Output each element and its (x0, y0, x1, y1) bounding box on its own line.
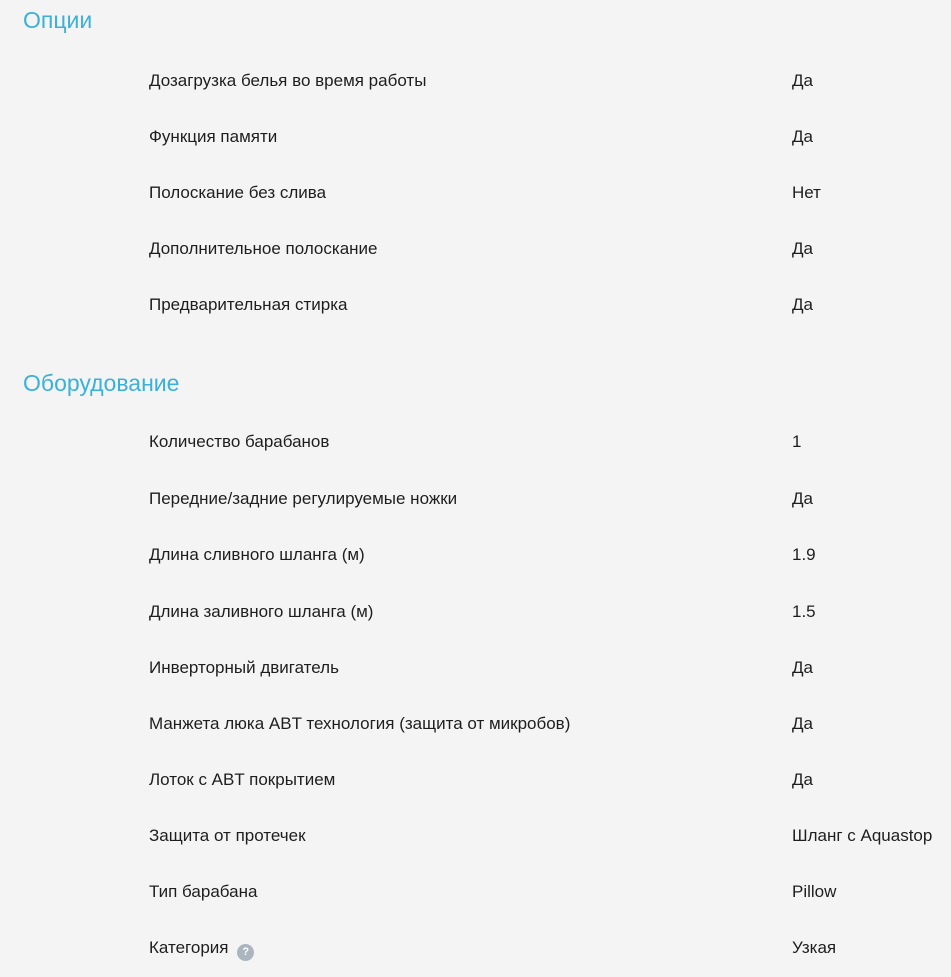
spec-row (0, 69, 951, 93)
spec-value: Да (792, 658, 813, 677)
spec-value: Pillow (792, 882, 837, 901)
spec-label: Инверторный двигатель (149, 658, 339, 677)
spec-label: Предварительная стирка (149, 295, 348, 314)
spec-row (0, 600, 951, 624)
spec-value: Да (792, 770, 813, 789)
spec-value: Да (792, 71, 813, 90)
help-icon[interactable]: ? (237, 944, 254, 961)
spec-row (0, 936, 951, 960)
spec-value: Да (792, 239, 813, 258)
spec-label: Полоскание без слива (149, 183, 327, 202)
spec-value: Да (792, 127, 813, 146)
spec-label: Количество барабанов (149, 432, 330, 451)
spec-row (0, 656, 951, 680)
spec-row (0, 768, 951, 792)
spec-label: Защита от протечек (149, 826, 306, 845)
spec-label: Манжета люка ABT технология (защита от микробов) (149, 714, 571, 733)
spec-row (0, 430, 951, 454)
spec-value: Нет (792, 183, 821, 202)
spec-value: 1.5 (792, 602, 816, 621)
spec-value: Да (792, 489, 813, 508)
spec-row (0, 125, 951, 149)
spec-row (0, 712, 951, 736)
spec-row (0, 237, 951, 261)
spec-label-with-help (149, 936, 254, 961)
section-title-equipment: Оборудование (23, 370, 180, 396)
spec-label: Лоток с ABT покрытием (149, 770, 336, 789)
spec-label: Длина заливного шланга (м) (149, 602, 374, 621)
spec-value: Шланг с Aquastop (792, 826, 933, 845)
section-title-options: Опции (23, 7, 93, 33)
spec-label: Категория (149, 938, 229, 957)
spec-row (0, 543, 951, 567)
spec-value: Да (792, 714, 813, 733)
spec-row (0, 824, 951, 848)
spec-label: Тип барабана (149, 882, 258, 901)
spec-label: Дозагрузка белья во время работы (149, 71, 427, 90)
spec-label: Передние/задние регулируемые ножки (149, 489, 458, 508)
spec-label: Дополнительное полоскание (149, 239, 378, 258)
spec-row (0, 487, 951, 511)
spec-value: Да (792, 295, 813, 314)
spec-value: Узкая (792, 938, 837, 957)
spec-row (0, 293, 951, 317)
spec-row (0, 181, 951, 205)
spec-value: 1 (792, 432, 802, 451)
spec-value: 1.9 (792, 545, 816, 564)
spec-label: Функция памяти (149, 127, 278, 146)
spec-row (0, 880, 951, 904)
spec-label: Длина сливного шланга (м) (149, 545, 365, 564)
